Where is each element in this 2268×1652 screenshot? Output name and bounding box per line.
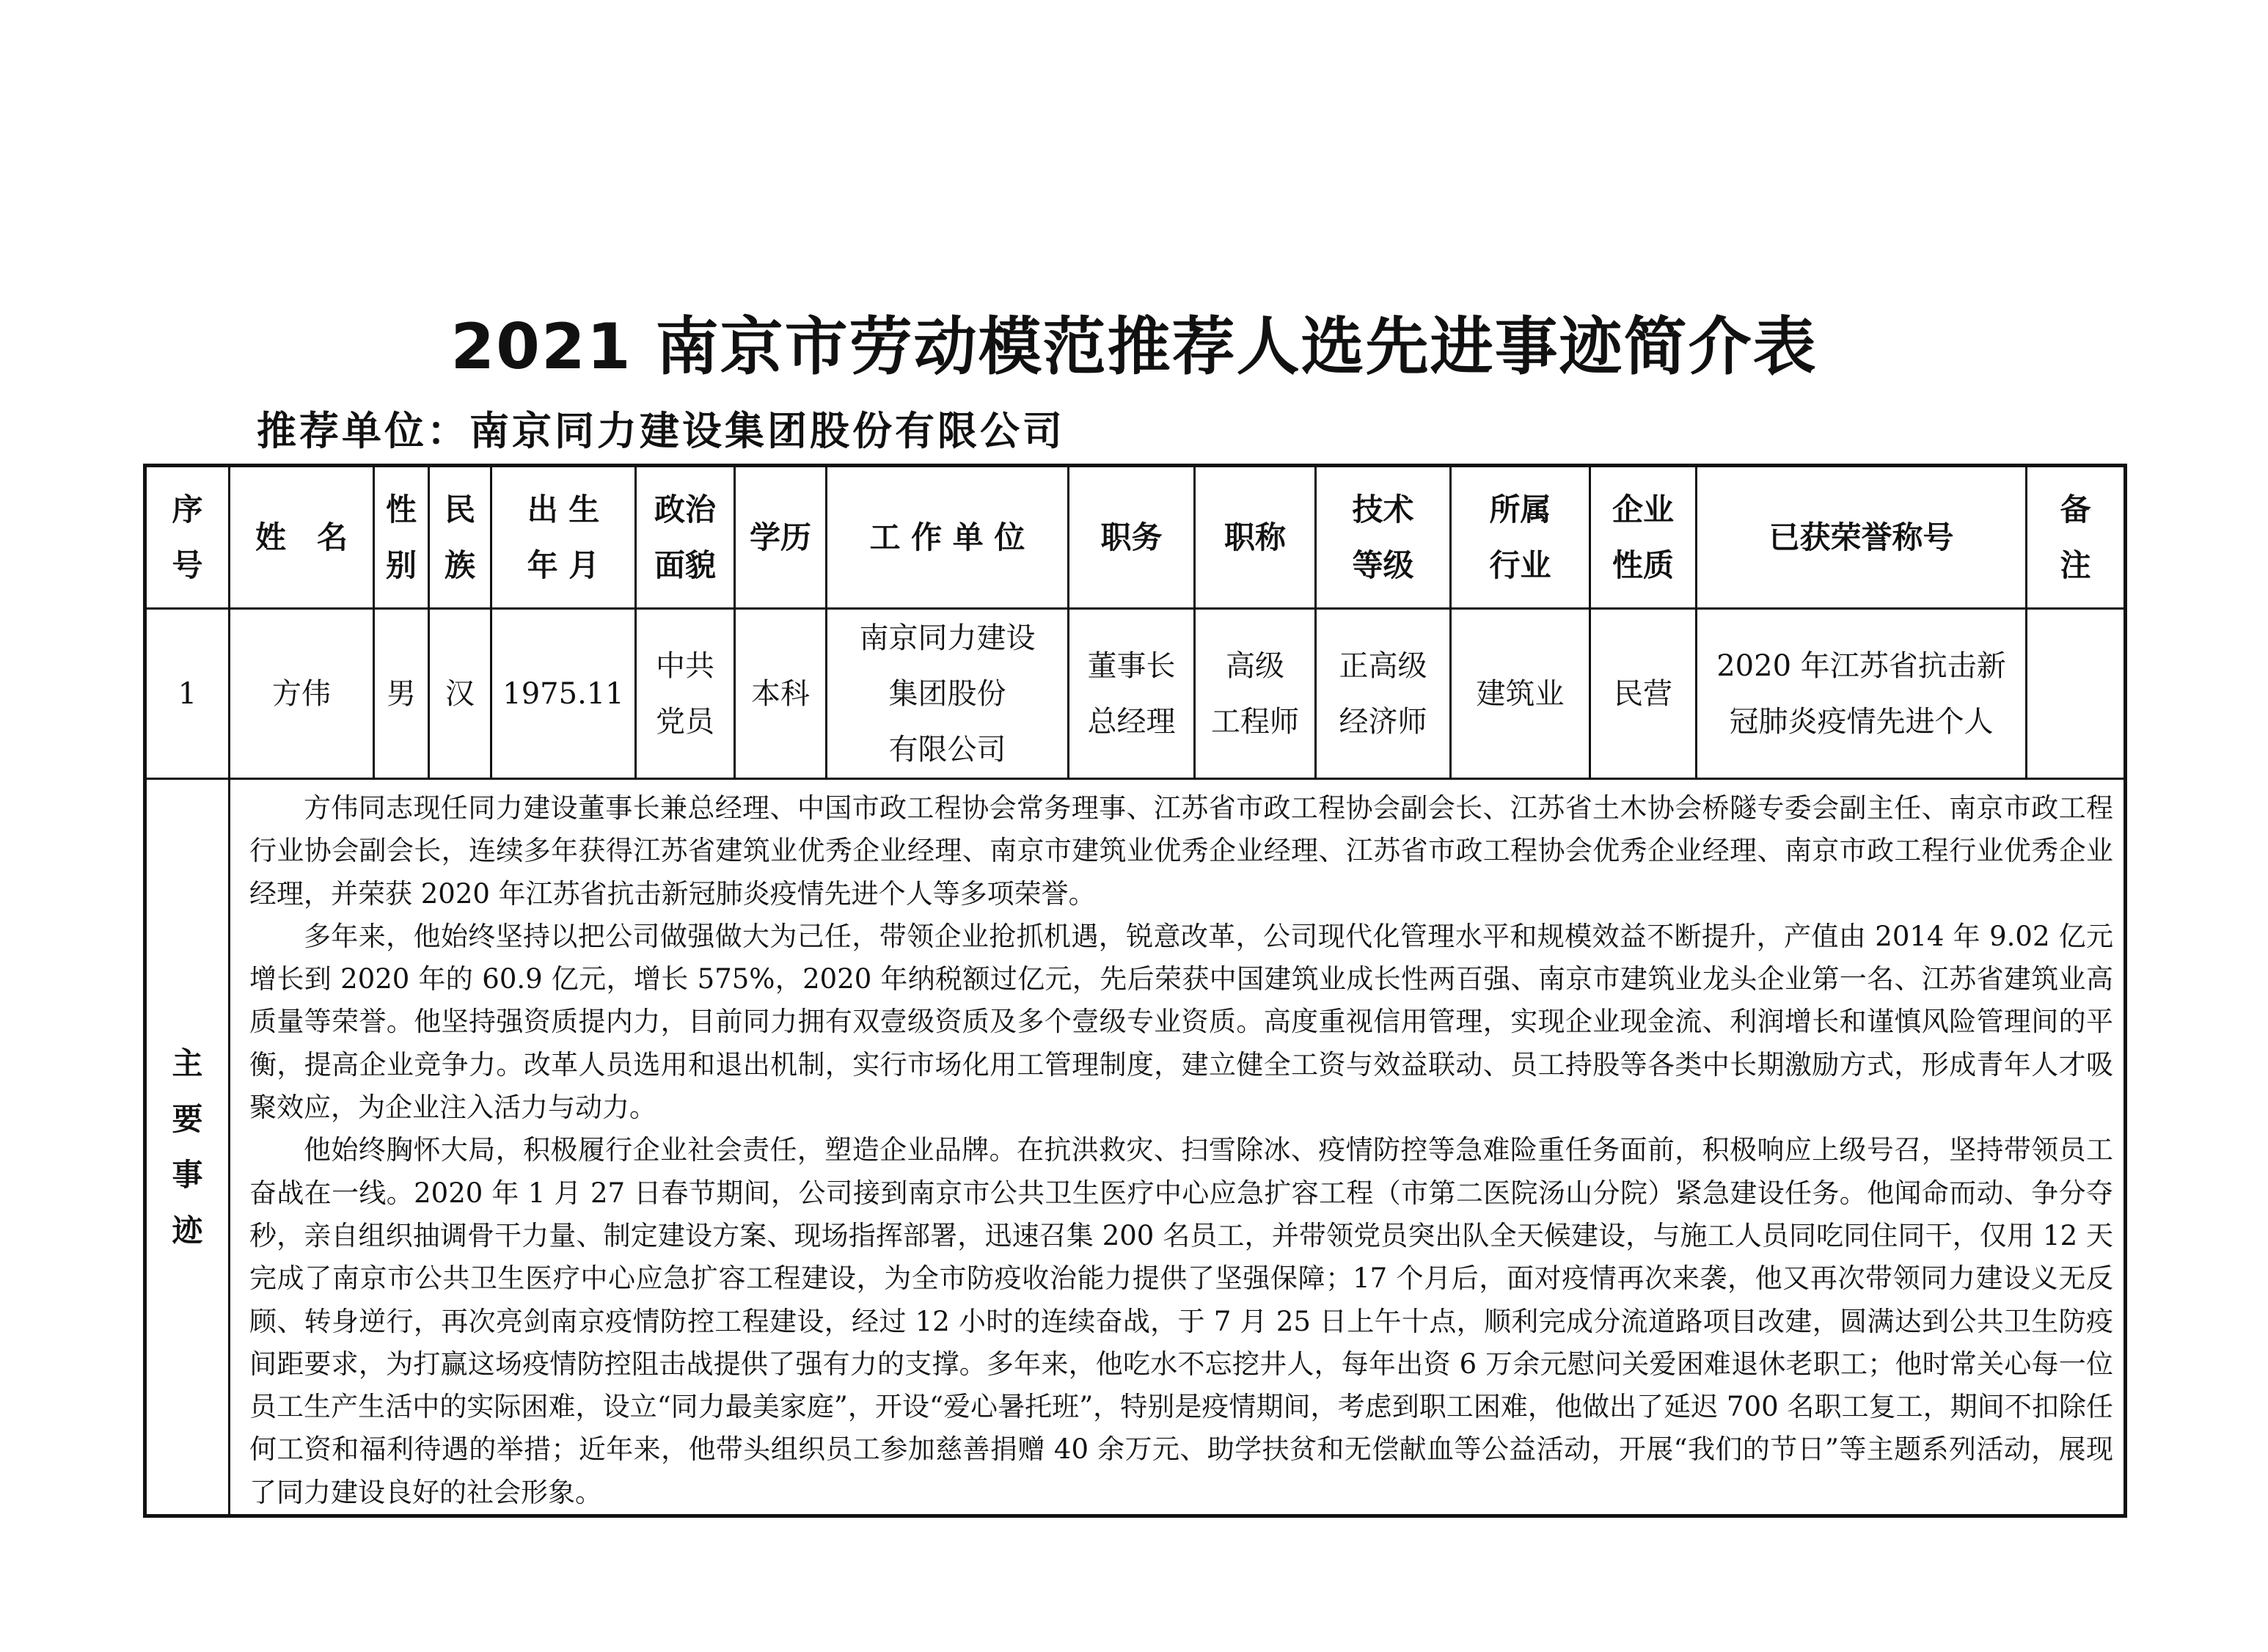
header-seq: 序 号 [145, 466, 230, 609]
header-workplace: 工 作 单 位 [827, 466, 1069, 609]
cell-seq: 1 [145, 609, 230, 779]
header-honors: 已获荣誉称号 [1697, 466, 2027, 609]
header-political: 政治 面貌 [636, 466, 735, 609]
header-birth: 出 生 年 月 [491, 466, 636, 609]
cell-education: 本科 [735, 609, 827, 779]
header-tech-level: 技术 等级 [1316, 466, 1451, 609]
cell-name: 方伟 [230, 609, 374, 779]
cell-political: 中共 党员 [636, 609, 735, 779]
deeds-content [230, 779, 2126, 1516]
header-enterprise-type: 企业 性质 [1590, 466, 1697, 609]
header-row [145, 466, 2126, 609]
header-industry: 所属 行业 [1451, 466, 1590, 609]
cell-gender: 男 [374, 609, 429, 779]
header-name: 姓 名 [230, 466, 374, 609]
header-remarks: 备 注 [2027, 466, 2126, 609]
cell-title-rank: 高级 工程师 [1195, 609, 1316, 779]
recommending-unit: 推荐单位：南京同力建设集团股份有限公司 [257, 408, 1065, 454]
table-row [145, 609, 2126, 779]
header-ethnicity: 民 族 [429, 466, 491, 609]
cell-position: 董事长 总经理 [1069, 609, 1195, 779]
deeds-paragraph: 方伟同志现任同力建设董事长兼总经理、中国市政工程协会常务理事、江苏省市政工程协会副会长、江苏省土木协会桥隧专委会副主任、南京市政工程行业协会副会长，连续多年获得江苏省建筑业优秀企业经理、南京市建筑业优秀企业经理、江苏省市政工程协会优秀企业经理、南京市政工程行业优秀企业经理，并荣获 2020 年江苏省抗击新冠肺炎疫情先进个人等多项荣誉。 [249, 792, 2113, 910]
header-gender: 性 别 [374, 466, 429, 609]
cell-ethnicity: 汉 [429, 609, 491, 779]
cell-honors: 2020 年江苏省抗击新 冠肺炎疫情先进个人 [1697, 609, 2027, 779]
cell-remarks [2027, 609, 2126, 779]
deeds-label: 主 要 事 迹 [145, 779, 230, 1516]
header-education: 学历 [735, 466, 827, 609]
cell-tech-level: 正高级 经济师 [1316, 609, 1451, 779]
cell-enterprise-type: 民营 [1590, 609, 1697, 779]
cell-birth: 1975.11 [491, 609, 636, 779]
candidate-table [143, 464, 2127, 1518]
header-position: 职务 [1069, 466, 1195, 609]
cell-workplace: 南京同力建设 集团股份 有限公司 [827, 609, 1069, 779]
header-title-rank: 职称 [1195, 466, 1316, 609]
deeds-row [145, 779, 2126, 1516]
deeds-paragraph: 多年来，他始终坚持以把公司做强做大为己任，带领企业抢抓机遇，锐意改革，公司现代化管理水平和规模效益不断提升，产值由 2014 年 9.02 亿元增长到 2020 年的 60.9 亿元，增长 575%，2020 年纳税额过亿元，先后荣获中国建筑业成长性两百强、南京市建筑业龙头企业第一名、江苏省建筑业高质量等荣誉。他坚持强资质提内力，目前同力拥有双壹级资质及多个壹级专业资质。高度重视信用管理，实现企业现金流、利润增长和谨慎风险管理间的平衡，提高企业竞争力。改革人员选用和退出机制，实行市场化用工管理制度，建立健全工资与效益联动、员工持股等各类中长期激励方式，形成青年人才吸聚效应，为企业注入活力与动力。 [249, 920, 2113, 1124]
deeds-paragraph: 他始终胸怀大局，积极履行企业社会责任，塑造企业品牌。在抗洪救灾、扫雪除冰、疫情防控等急难险重任务面前，积极响应上级号召，坚持带领员工奋战在一线。2020 年 1 月 27 日春节期间，公司接到南京市公共卫生医疗中心应急扩容工程（市第二医院汤山分院）紧急建设任务。他闻命而动、争分夺秒，亲自组织抽调骨干力量、制定建设方案、现场指挥部署，迅速召集 200 名员工，并带领党员突出队全天候建设，与施工人员同吃同住同干，仅用 12 天完成了南京市公共卫生医疗中心应急扩容工程建设，为全市防疫收治能力提供了坚强保障；17 个月后，面对疫情再次来袭，他又再次带领同力建设义无反顾、转身逆行，再次亮剑南京疫情防控工程建设，经过 12 小时的连续奋战，于 7 月 25 日上午十点，顺利完成分流道路项目改建，圆满达到公共卫生防疫间距要求，为打赢这场疫情防控阻击战提供了强有力的支撑。多年来，他吃水不忘挖井人，每年出资 6 万余元慰问关爱困难退休老职工；他时常关心每一位员工生产生活中的实际困难，设立“同力最美家庭”，开设“爱心暑托班”，特别是疫情期间，考虑到职工困难，他做出了延迟 700 名职工复工，期间不扣除任何工资和福利待遇的举措；近年来，他带头组织员工参加慈善捐赠 40 余万元、助学扶贫和无偿献血等公益活动，开展“我们的节日”等主题系列活动，展现了同力建设良好的社会形象。 [249, 1134, 2113, 1508]
cell-industry: 建筑业 [1451, 609, 1590, 779]
document-title: 2021 南京市劳动模范推荐人选先进事迹简介表 [450, 310, 1818, 384]
